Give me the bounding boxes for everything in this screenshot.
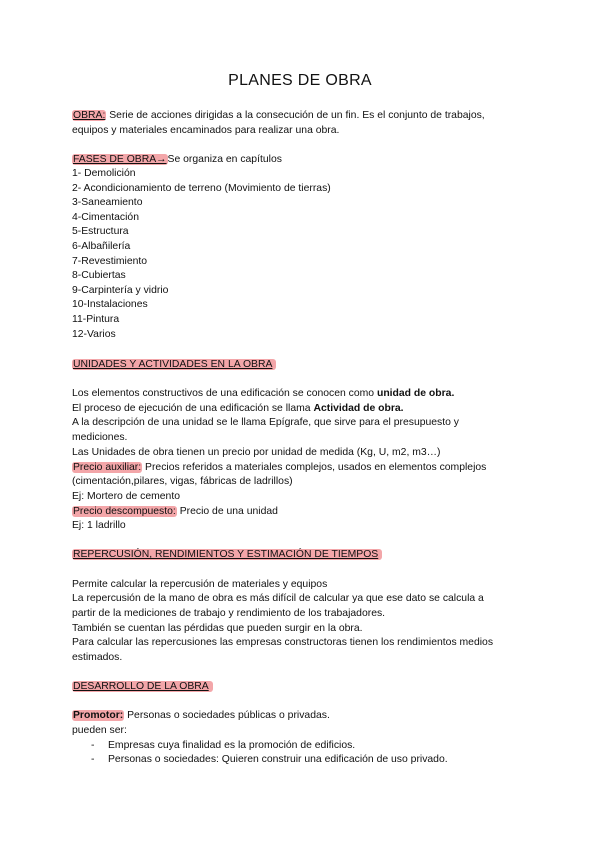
unidad-de-obra-bold: unidad de obra. [376,388,455,399]
repercusion-line-4: También se cuentan las pérdidas que pueden surgir en la obra. [72,623,363,634]
fase-item: 9-Carpintería y vidrio [72,284,169,296]
repercusion-heading-text: REPERCUSIÓN, RENDIMIENTOS Y ESTIMACIÓN DE TIEMPOS [72,549,382,560]
fases-term: FASES DE OBRA→ [73,154,167,165]
promotor-term: Promotor: [73,710,124,721]
unidades-heading-text: UNIDADES Y ACTIVIDADES EN LA OBRA [72,359,276,370]
precio-descompuesto-text: Precio de una unidad [176,506,278,517]
desarrollo-heading [72,680,213,693]
fase-item: 3-Saneamiento [72,197,143,209]
repercusion-line-2: La repercusión de la mano de obra es más difícil de calcular ya que ese dato se calcula a [72,593,484,604]
repercusion-line-3: partir de la mediciones de trabajo y rendimiento de los trabajadores. [72,608,386,619]
fase-item: 12-Varios [72,328,116,340]
fase-item: 6-Albañilería [72,241,131,252]
bullet-marker: - [91,740,95,751]
unidades-line-4: mediciones. [72,432,128,443]
unidades-line-1-text: Los elementos constructivos de una edificación se conocen como [72,388,377,399]
fases-heading [72,153,282,166]
actividad-de-obra-bold: Actividad de obra. [313,403,404,414]
obra-term: OBRA: [73,110,106,121]
bullet-item: Empresas cuya finalidad es la promoción de edificios. [108,740,356,751]
precio-descompuesto-term: Precio descompuesto: [73,506,176,517]
fase-item: 11-Pintura [72,314,120,325]
obra-definition-line-1 [72,109,485,122]
pueden-ser-line: pueden ser: [72,725,127,736]
fase-item: 1- Demolición [72,168,136,179]
fase-item: 5-Estructura [72,226,129,238]
repercusion-line-6: estimados. [72,652,123,663]
precio-auxiliar-text: Precios referidos a materiales complejos, usados en elementos complejos [142,462,487,473]
bullet-marker: - [91,754,95,765]
promotor-text: Personas o sociedades públicas o privadas. [124,710,330,721]
bullet-item: Personas o sociedades: Quieren construir una edificación de uso privado. [108,754,448,765]
unidades-heading [72,358,276,371]
fase-item: 4-Cimentación [72,211,139,223]
precio-auxiliar-term: Precio auxiliar: [73,462,142,473]
unidades-line-1 [72,387,454,400]
page-title: PLANES DE OBRA [228,72,372,89]
promotor-line [72,709,330,722]
precio-descompuesto-line [72,505,278,518]
example-1: Ej: Mortero de cemento [72,491,180,502]
fase-item: 2- Acondicionamiento de terreno (Movimiento de tierras) [72,182,331,194]
repercusion-line-1: Permite calcular la repercusión de materiales y equipos [72,579,328,590]
unidades-line-2-text: El proceso de ejecución de una edificación se llama [72,403,314,414]
fase-item: 8-Cubiertas [72,270,126,282]
fase-item: 7-Revestimiento [72,255,148,267]
desarrollo-heading-text: DESARROLLO DE LA OBRA [72,681,213,692]
example-2: Ej: 1 ladrillo [72,520,126,531]
unidades-line-3: A la descripción de una unidad se le llama Epígrafe, que sirve para el presupuesto y [72,417,460,428]
obra-definition-line-2: equipos y materiales encaminados para realizar una obra. [72,125,340,136]
unidades-line-5: Las Unidades de obra tienen un precio por unidad de medida (Kg, U, m2, m3…) [72,447,441,458]
unidades-line-2 [72,402,404,415]
fases-text: Se organiza en capítulos [167,154,282,165]
precio-auxiliar-line-2: (cimentación,pilares, vigas, fábricas de ladrillos) [72,476,293,487]
fase-item: 10-Instalaciones [72,299,148,311]
obra-text: Serie de acciones dirigidas a la consecución de un fin. Es el conjunto de trabajos, [106,110,485,121]
repercusion-heading [72,548,382,561]
repercusion-line-5: Para calcular las repercusiones las empresas constructoras tienen los rendimientos medios [72,637,494,648]
precio-auxiliar-line [72,461,486,474]
